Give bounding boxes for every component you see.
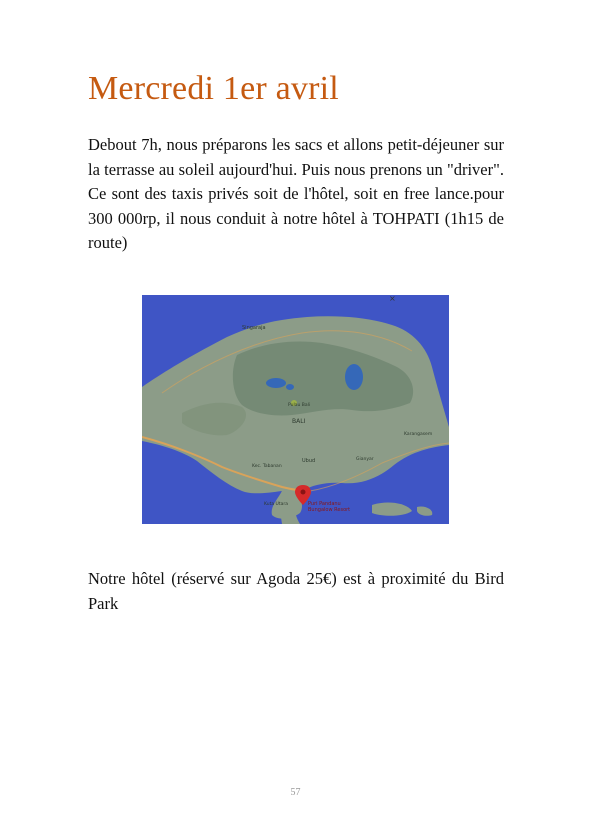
label-tabanan: Kec. Tabanan — [252, 464, 282, 469]
label-kuta: Kuta Utara — [264, 502, 288, 507]
close-icon[interactable]: × — [389, 295, 396, 303]
label-karangasem: Karangasem — [404, 432, 433, 437]
label-bali: BALI — [292, 418, 306, 425]
label-singaraja: Singaraja — [242, 325, 266, 331]
label-gianyar: Gianyar — [356, 457, 374, 462]
page-number: 57 — [290, 787, 301, 798]
marker-label-line2: Bungalow Resort — [308, 507, 351, 513]
bali-map-graphic — [142, 295, 449, 524]
intro-paragraph: Debout 7h, nous préparons les sacs et allons petit-déjeuner sur la terrasse au soleil aujourd'hui. Puis nous prenons un "driver". Ce sont des taxis privés soit de l'hôtel, soit en free lance.pour 300 000rp, il nous conduit à notre hôtel à TOHPATI (1h15 de route) — [88, 135, 504, 252]
marker-label-line1: Puri Pandanu — [308, 501, 341, 507]
lake-bratan — [266, 378, 286, 388]
lake-batur — [345, 364, 363, 390]
hotel-paragraph: Notre hôtel (réservé sur Agoda 25€) est à proximité du Bird Park — [88, 569, 504, 613]
label-ubud: Ubud — [302, 458, 316, 464]
label-pulau-bali: Pulau Bali — [288, 403, 311, 408]
page-title: Mercredi 1er avril — [88, 70, 339, 107]
bali-map-image — [142, 295, 449, 524]
